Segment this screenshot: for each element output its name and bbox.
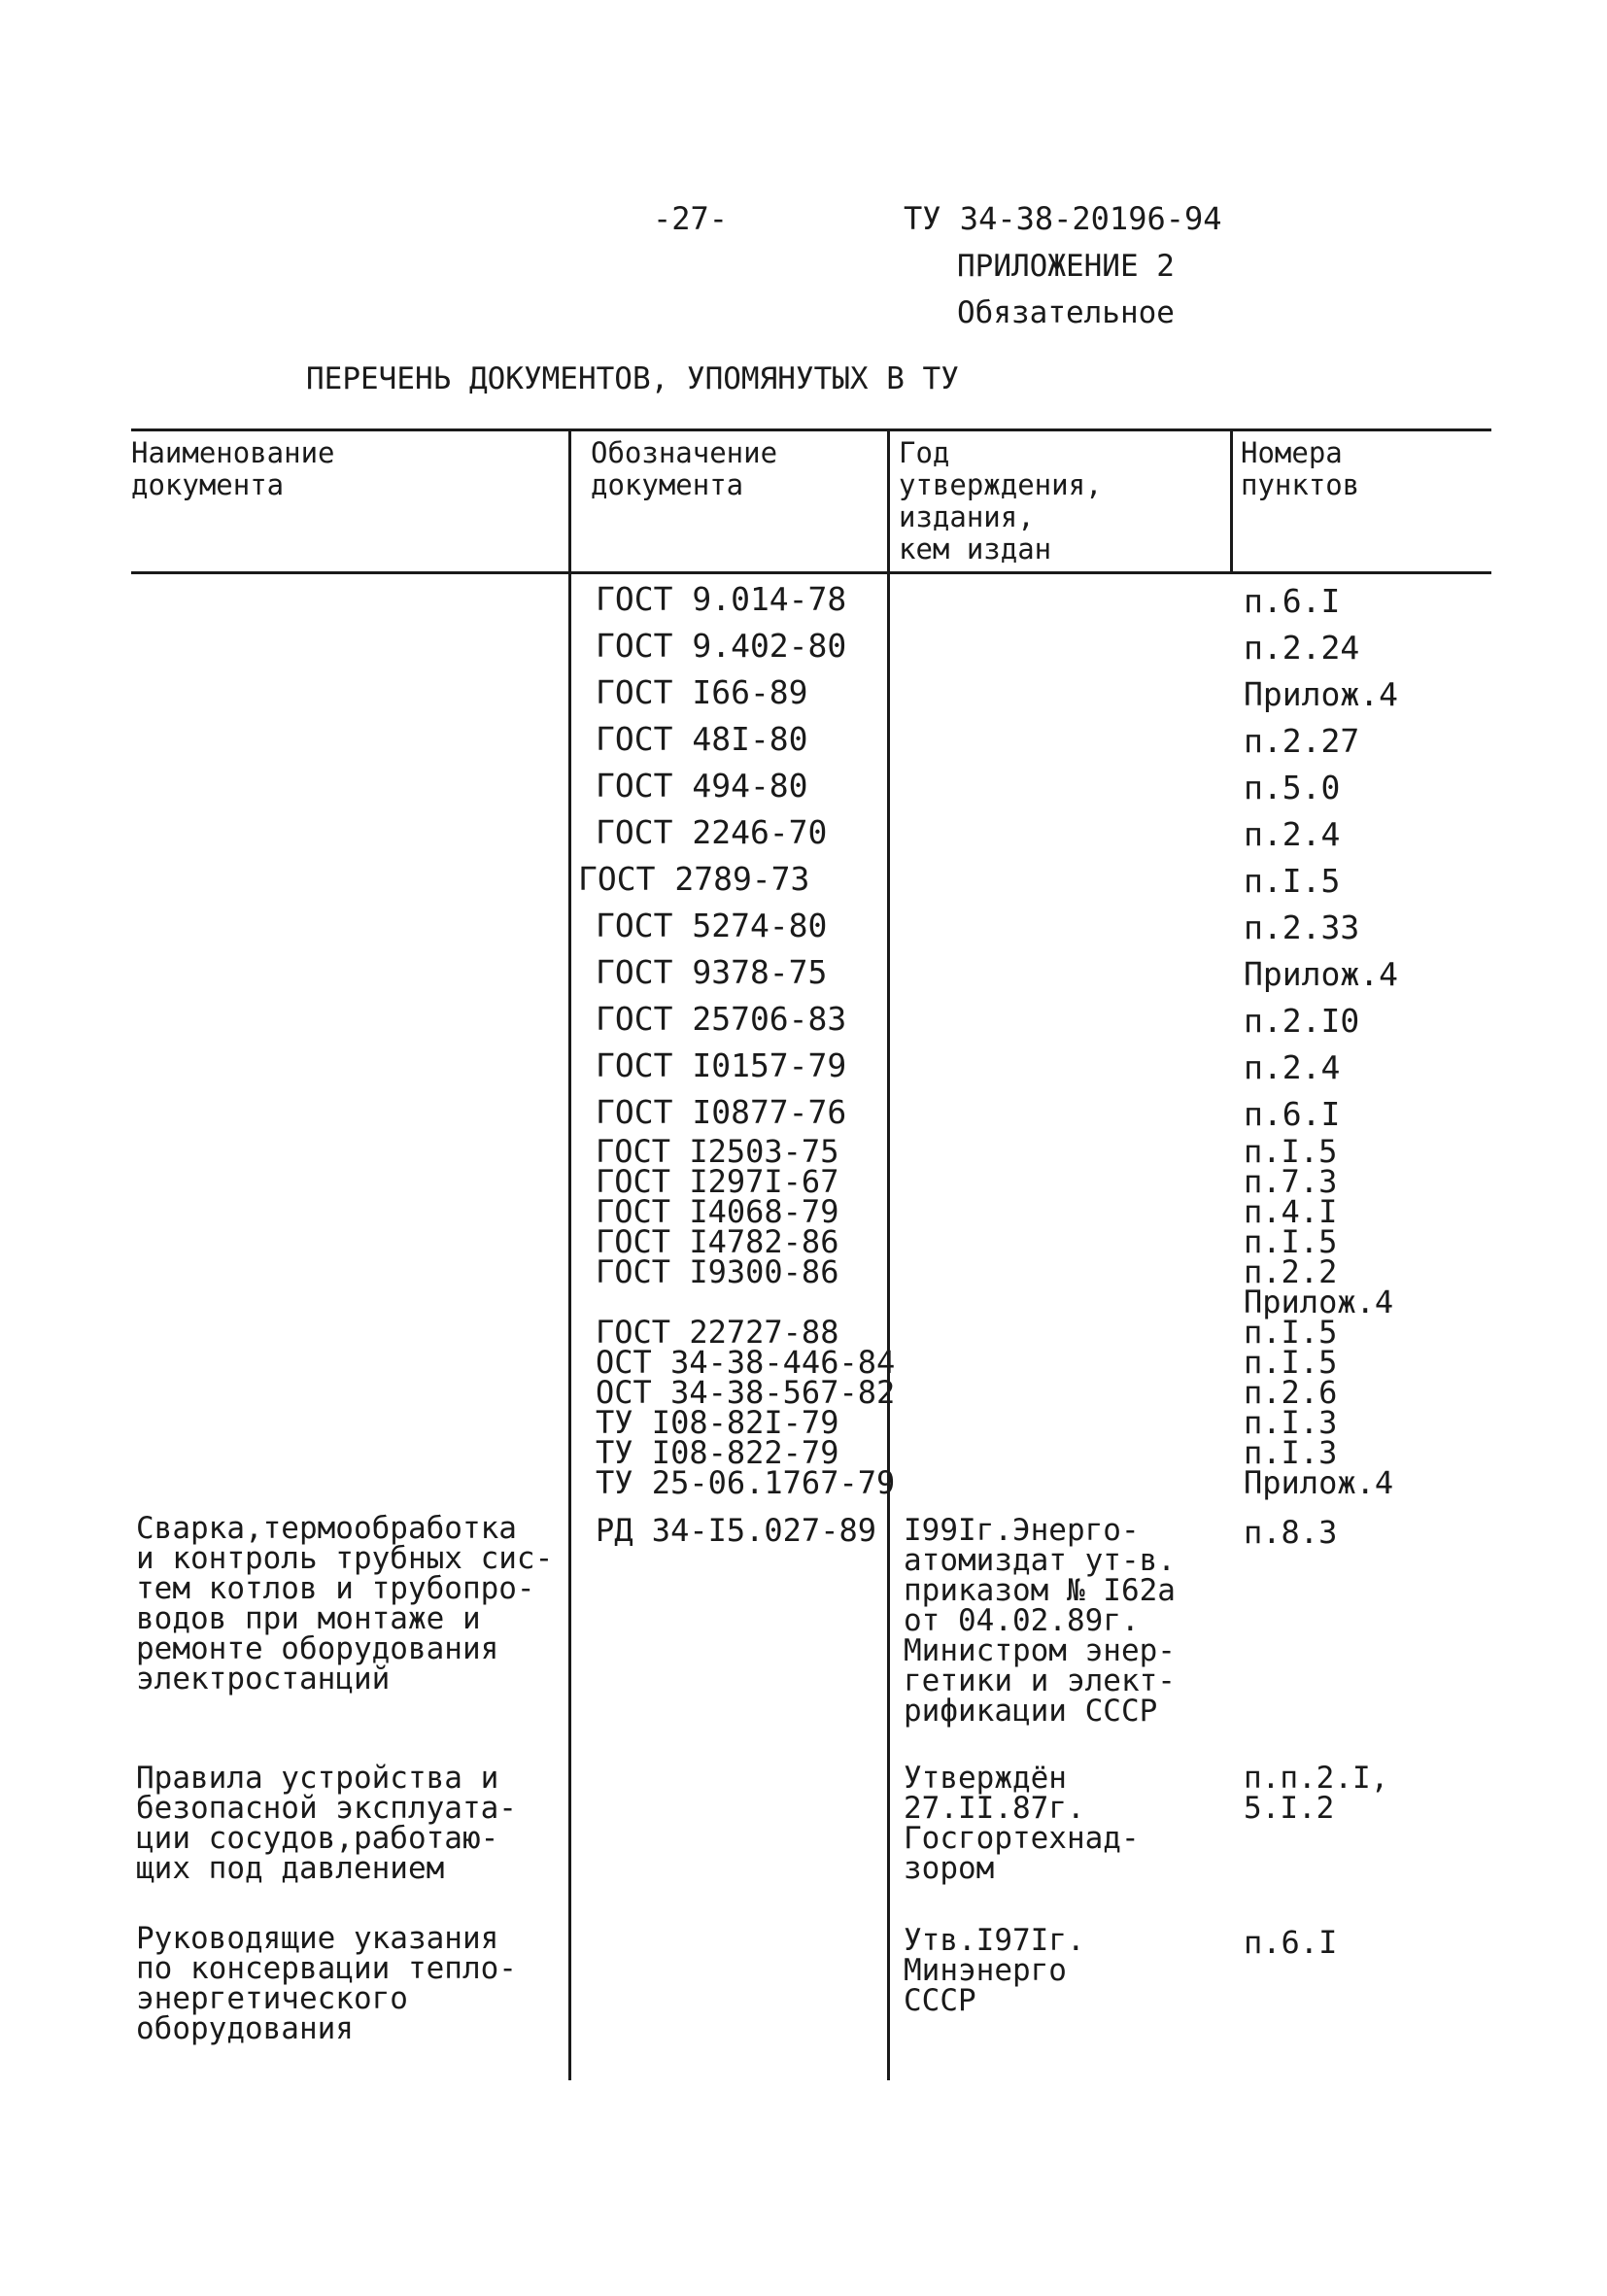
table-row-clause: п.2.2	[1244, 1253, 1338, 1290]
table-row-clause: п.I.5	[1244, 1133, 1338, 1170]
table-row-designation: ГОСТ 9378-75	[596, 953, 828, 991]
table-row-designation: ГОСТ I0157-79	[596, 1046, 847, 1084]
table-row-clause: п.I.3	[1244, 1404, 1338, 1441]
table-row-designation: ГОСТ I9300-86	[596, 1253, 839, 1290]
table-row-designation: ОСТ 34-38-567-82	[596, 1374, 896, 1411]
table-row-clause: п.5.0	[1244, 769, 1341, 806]
table-row-clause: п.2.27	[1244, 722, 1360, 760]
column-header-year: Год утверждения, издания, кем издан	[899, 436, 1103, 565]
table-row-clause: п.2.33	[1244, 908, 1360, 946]
table-row-clause: п.I.5	[1244, 1344, 1338, 1381]
table-row-clause: п.п.2.I, 5.I.2	[1244, 1761, 1389, 1826]
column-header-name: Наименование документа	[131, 436, 335, 501]
column-divider-1	[568, 428, 571, 2080]
table-row-designation: ГОСТ 5274-80	[596, 907, 828, 944]
appendix-label: ПРИЛОЖЕНИЕ 2	[957, 249, 1175, 284]
page-number: -27-	[653, 200, 729, 237]
table-row-designation: РД 34-I5.027-89	[596, 1512, 876, 1549]
column-divider-2	[887, 428, 890, 2080]
table-row-designation: ГОСТ I4782-86	[596, 1223, 839, 1260]
table-row-clause: п.6.I	[1244, 582, 1341, 620]
appendix-status: Обязательное	[957, 295, 1175, 330]
table-row-clause: п.2.24	[1244, 629, 1360, 667]
table-row-clause: п.I.5	[1244, 1223, 1338, 1260]
table-row-designation: ГОСТ 494-80	[596, 767, 808, 805]
table-row-clause: п.6.I	[1244, 1924, 1338, 1961]
table-top-rule	[131, 428, 1491, 431]
table-row-designation: ГОСТ 22727-88	[596, 1314, 839, 1351]
table-row-clause: п.4.I	[1244, 1193, 1338, 1230]
list-title: ПЕРЕЧЕНЬ ДОКУМЕНТОВ, УПОМЯНУТЫХ В ТУ	[306, 361, 959, 396]
table-row-clause: Прилож.4	[1244, 955, 1398, 993]
table-row-designation: ГОСТ 2246-70	[596, 813, 828, 851]
column-header-clauses: Номера пунктов	[1241, 436, 1360, 501]
table-row-clause: Прилож.4	[1244, 1464, 1394, 1501]
table-row-designation: ГОСТ I66-89	[596, 673, 808, 711]
table-row-designation: ГОСТ 48I-80	[596, 720, 808, 758]
table-row-clause: Прилож.4	[1244, 675, 1398, 713]
table-row-designation: ТУ I08-82I-79	[596, 1404, 839, 1441]
table-row-designation: ГОСТ 2789-73	[578, 860, 810, 898]
table-row-clause: п.2.6	[1244, 1374, 1338, 1411]
table-row-clause: п.2.I0	[1244, 1002, 1360, 1040]
table-row-clause: п.7.3	[1244, 1163, 1338, 1200]
table-row-clause: п.2.4	[1244, 1048, 1341, 1086]
table-row-clause: п.2.4	[1244, 815, 1341, 853]
table-row-clause: п.I.3	[1244, 1434, 1338, 1471]
table-row-designation: ГОСТ 9.014-78	[596, 580, 847, 618]
table-row-designation: ТУ 25-06.1767-79	[596, 1464, 896, 1501]
table-row-name: Сварка,термообработка и контроль трубных сис- тем котлов и трубопро- водов при монтаже и ремонте оборудования электростанций	[136, 1511, 554, 1696]
table-row-designation: ГОСТ I297I-67	[596, 1163, 839, 1200]
table-row-clause: Прилож.4	[1244, 1284, 1394, 1320]
table-row-clause: п.6.I	[1244, 1095, 1341, 1133]
table-row-year: Утверждён 27.II.87г. Госгортехнад- зором	[904, 1761, 1140, 1886]
table-row-year: Утв.I97Iг. Минэнерго СССР	[904, 1923, 1085, 2018]
table-row-designation: ГОСТ 25706-83	[596, 1000, 847, 1038]
table-row-clause: п.8.3	[1244, 1514, 1338, 1551]
table-header-rule	[131, 571, 1491, 574]
table-row-designation: ТУ I08-822-79	[596, 1434, 839, 1471]
table-row-designation: ГОСТ I0877-76	[596, 1093, 847, 1131]
document-code: ТУ 34-38-20196-94	[904, 200, 1222, 237]
table-row-name: Руководящие указания по консервации тепло- энергетического оборудования	[136, 1921, 517, 2046]
table-row-designation: ОСТ 34-38-446-84	[596, 1344, 896, 1381]
column-divider-3	[1230, 428, 1233, 571]
table-row-designation: ГОСТ I2503-75	[596, 1133, 839, 1170]
table-row-name: Правила устройства и безопасной эксплуата- ции сосудов,работаю- щих под давлением	[136, 1761, 517, 1886]
table-row-clause: п.I.5	[1244, 1314, 1338, 1351]
table-row-year: I99Iг.Энерго- атомиздат ут-в. приказом № I62а от 04.02.89г. Министром энер- гетики и элект- рификации СССР	[904, 1513, 1176, 1729]
table-row-designation: ГОСТ 9.402-80	[596, 627, 847, 665]
column-header-designation: Обозначение документа	[591, 436, 778, 501]
table-row-designation: ГОСТ I4068-79	[596, 1193, 839, 1230]
table-row-clause: п.I.5	[1244, 862, 1341, 900]
